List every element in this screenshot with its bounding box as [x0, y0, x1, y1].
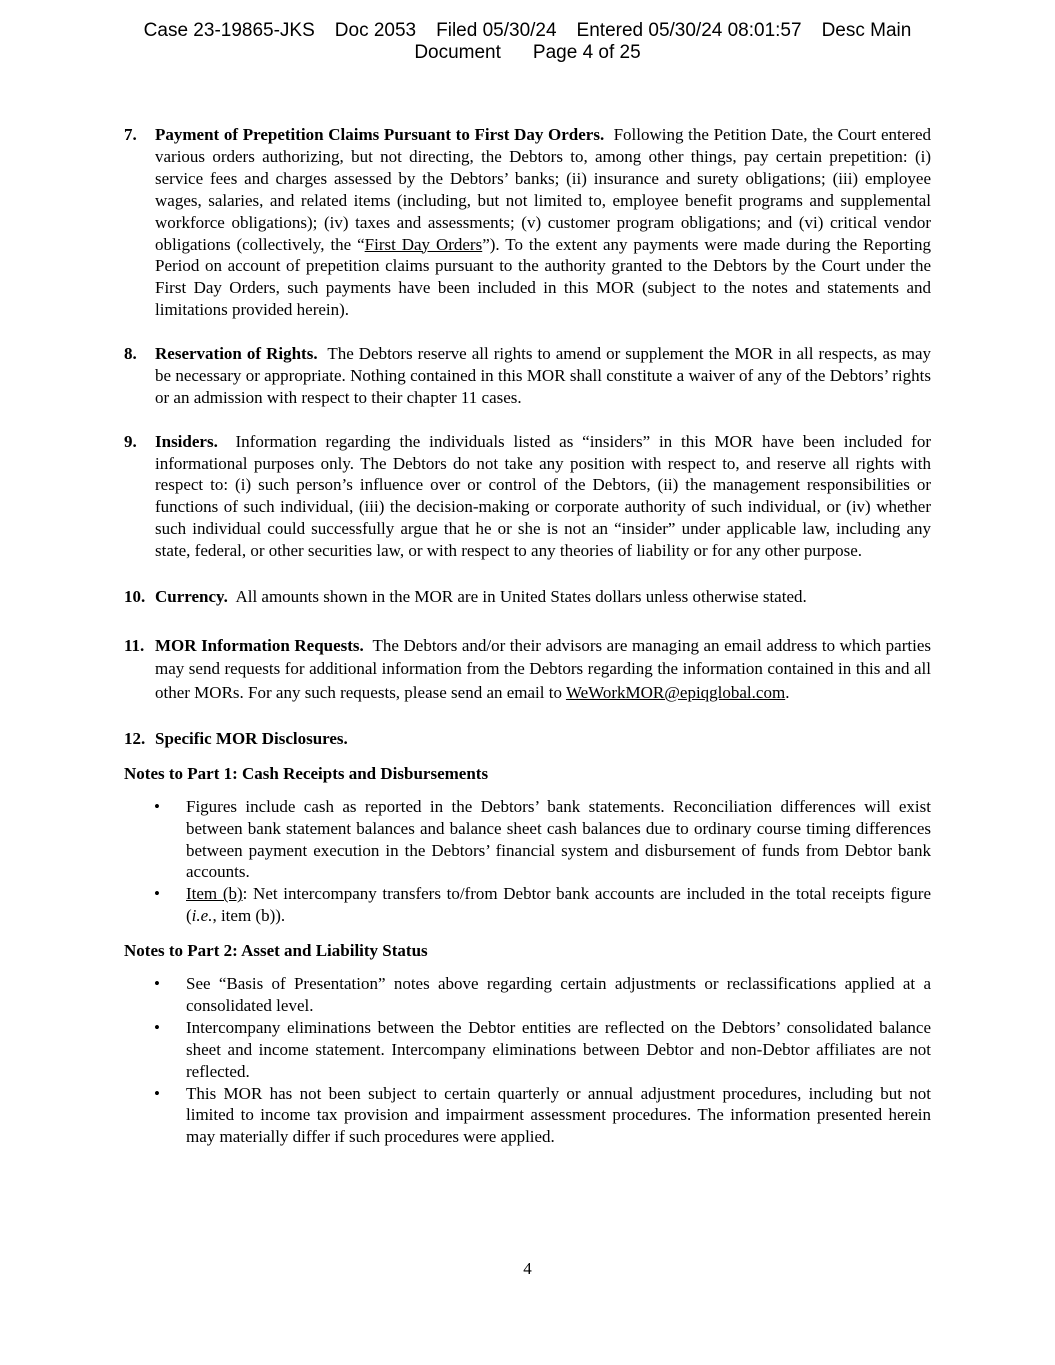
section-title: Specific MOR Disclosures.	[155, 728, 348, 748]
section-number: 10.	[124, 587, 146, 607]
bullet-icon: •	[154, 1083, 160, 1103]
list-item	[124, 973, 931, 1017]
case-number: Case 23-19865-JKS	[143, 20, 315, 41]
bullet-icon: •	[154, 974, 160, 994]
section-number: 12.	[124, 728, 146, 748]
bullet-icon: •	[154, 884, 160, 904]
note-text: See “Basis of Presentation” notes above regarding certain adjustments or reclassifications applied at a consolidated level.	[186, 974, 931, 1015]
section-text: All amounts shown in the MOR are in United States dollars unless otherwise stated.	[235, 587, 807, 607]
section-text-end: .	[785, 682, 790, 702]
filed-date: Filed 05/30/24	[436, 20, 557, 41]
doc-number: Doc 2053	[334, 20, 417, 41]
list-item	[124, 1083, 931, 1149]
defined-term: First Day Orders	[364, 234, 483, 254]
note-italic: i.e.	[191, 906, 213, 926]
note-text: This MOR has not been subject to certain quarterly or annual adjustment procedures, including but not limited to income tax provision and impairment assessment procedures. The information presented herein may materially differ if such procedures were applied.	[186, 1083, 931, 1147]
court-filing-header	[0, 20, 1055, 64]
section-text: The Debtors and/or their advisors are managing an email address to which parties may send requests for additional information from the Debtors regarding the information contained in this and all other MORs. For any such requests, please send an email to	[155, 636, 931, 702]
email-link[interactable]: WeWorkMOR@epiqglobal.com	[565, 682, 786, 702]
part-1-notes	[124, 796, 931, 927]
note-text: : Net intercompany transfers to/from Debtor bank accounts are included in the total receipts figure (	[186, 884, 931, 926]
section-7	[124, 124, 931, 321]
section-number: 8.	[124, 344, 137, 364]
part-2-notes	[124, 973, 931, 1148]
section-9	[124, 431, 931, 562]
section-title: MOR Information Requests.	[155, 636, 364, 655]
note-text: Intercompany eliminations between the Debtor entities are reflected on the Debtors’ consolidated balance sheet and income statement. Intercompany eliminations between Debtor and non-Debtor affiliates are not reflected.	[186, 1017, 931, 1081]
section-11	[124, 634, 931, 704]
section-text: Information regarding the individuals listed as “insiders” in this MOR have been included for informational purposes only. The Debtors do not take any position with respect to, and reserve all rights with respect to: (i) such person’s influence over or control of the Debtors, (ii) the management responsibilities or functions of such individual, (iii) the decision-making or corporate authority of such individual, or (iv) whether such individual could successfully argue that he or she is not an “insider” under applicable law, including any state, federal, or other securities law, or with respect to any theories of liability or for any other purpose.	[155, 431, 932, 561]
section-12	[124, 728, 931, 750]
entered-date: Entered 05/30/24 08:01:57	[576, 20, 802, 41]
bullet-icon: •	[154, 1017, 160, 1037]
section-title: Insiders.	[155, 431, 218, 451]
section-title: Reservation of Rights.	[155, 344, 318, 364]
document-body	[124, 124, 931, 1148]
section-title: Payment of Prepetition Claims Pursuant to First Day Orders.	[155, 125, 605, 144]
note-text-end: , item (b)).	[212, 906, 286, 926]
section-text: Following the Petition Date, the Court entered various orders authorizing, but not directing, the Debtors to, among other things, pay certain prepetition: (i) service fees and charges assessed by the Debtors’ banks; (ii) insurance and surety obligations; (iii) employee wages, salaries, and related items (including, but not limited to, employee benefit programs and supplemental workforce obligations); (iv) taxes and assessments; (v) customer program obligations; and (vi) critical vendor obligations (collectively, the “	[155, 125, 932, 254]
section-text-cont: ”). To the extent any payments were made during the Reporting Period on account of prepetition claims pursuant to the authority granted to the Debtors by the Court under the First Day Orders, such payments have been included in this MOR (subject to the notes and statements and limitations provided herein).	[155, 234, 931, 320]
part-2-heading: Notes to Part 2: Asset and Liability Status	[124, 941, 428, 961]
section-10	[124, 586, 931, 608]
section-8	[124, 343, 931, 409]
header-line-2	[0, 42, 1055, 64]
desc-label: Desc Main	[821, 20, 912, 41]
section-number: 11.	[124, 636, 145, 655]
section-text: The Debtors reserve all rights to amend or supplement the MOR in all respects, as may be necessary or appropriate. Nothing contained in this MOR shall constitute a waiver of any of the Debtors’ rights or an admission with respect to their chapter 11 cases.	[155, 344, 931, 407]
header-line-1	[0, 20, 1055, 42]
list-item	[124, 883, 931, 927]
list-item	[124, 796, 931, 884]
list-item	[124, 1017, 931, 1083]
page-indicator: Page 4 of 25	[532, 42, 641, 63]
bullet-icon: •	[154, 796, 160, 816]
note-text: Figures include cash as reported in the Debtors’ bank statements. Reconciliation differences will exist between bank statement balances and balance sheet cash balances due to ordinary course timing differences between payment execution in the Debtors’ financial system and disbursement of funds from Debtor bank accounts.	[186, 796, 931, 882]
item-label: Item (b)	[186, 884, 243, 904]
document-label: Document	[414, 42, 501, 63]
section-title: Currency.	[155, 587, 228, 607]
part-1-heading: Notes to Part 1: Cash Receipts and Disbursements	[124, 763, 489, 783]
section-number: 9.	[124, 431, 137, 451]
section-number: 7.	[124, 125, 137, 144]
page-number: 4	[523, 1259, 532, 1278]
